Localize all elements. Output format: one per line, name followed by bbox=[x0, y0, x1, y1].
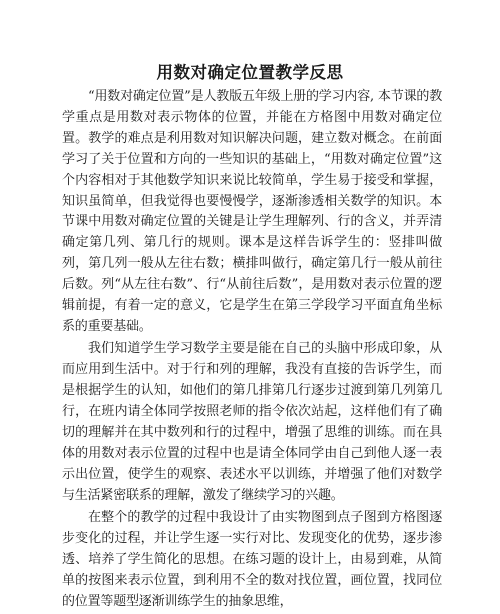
paragraph-understanding: 我们知道学生学习数学主要是能在自己的头脑中形成印象，从而应用到生活中。对于行和列的理解，我没有直接的告诉学生，而是根据学生的认知，如他们的第几排第几行逐步过渡到第几列第几行，在班内请全体同学按照老师的指令依次站起，这样他们有了确切的理解并在其中数列和行的过程中，增强了思维的训练。而在具体的用数对表示位置的过程中也是请全体同学由自己到他人逐一表示出位置，使学生的观察、表述水平以训练，并增强了他们对数学与生活紧密联系的理解，激发了继续学习的兴趣。 bbox=[62, 341, 442, 503]
document-title: 用数对确定位置教学反思 bbox=[156, 63, 344, 82]
document-body bbox=[62, 87, 442, 614]
paragraph-intro: “用数对确定位置”是人教版五年级上册的学习内容, 本节课的教学重点是用数对表示物体的位置，并能在方格图中用数对确定位置。教学的难点是利用数对知识解决问题，建立数对概念。在前面学习了关于位置和方向的一些知识的基础上，“用数对确定位置”这个内容相对于其他数学知识来说比较简单，学生易于接受和掌握，知识虽简单，但我觉得也要慢慢学，逐渐渗透相关数学的知识。本节课中用数对确定位置的关键是让学生理解列、行的含义，并弄清确定第几列、第几行的规则。课本是这样告诉学生的：竖排叫做列，第几列一般从左往右数；横排叫做行，确定第几行一般从前往后数。列“从左往右数”、行“从前往后数”，是用数对表示位置的逻辑前提，有着一定的意义，它是学生在第三学段学习平面直角坐标系的重要基础。 bbox=[62, 89, 442, 334]
paragraph-teaching-process: 在整个的教学的过程中我设计了由实物图到点子图到方格图逐步变化的过程，并让学生逐一实行对比、发现变化的优势，逐步渗透、培养了学生简化的思想。在练习题的设计上，由易到难，从简单的按图来表示位置，到利用不全的数对找位置，画位置，找同位的位置等题型逐渐训练学生的抽象思维， bbox=[62, 510, 442, 609]
